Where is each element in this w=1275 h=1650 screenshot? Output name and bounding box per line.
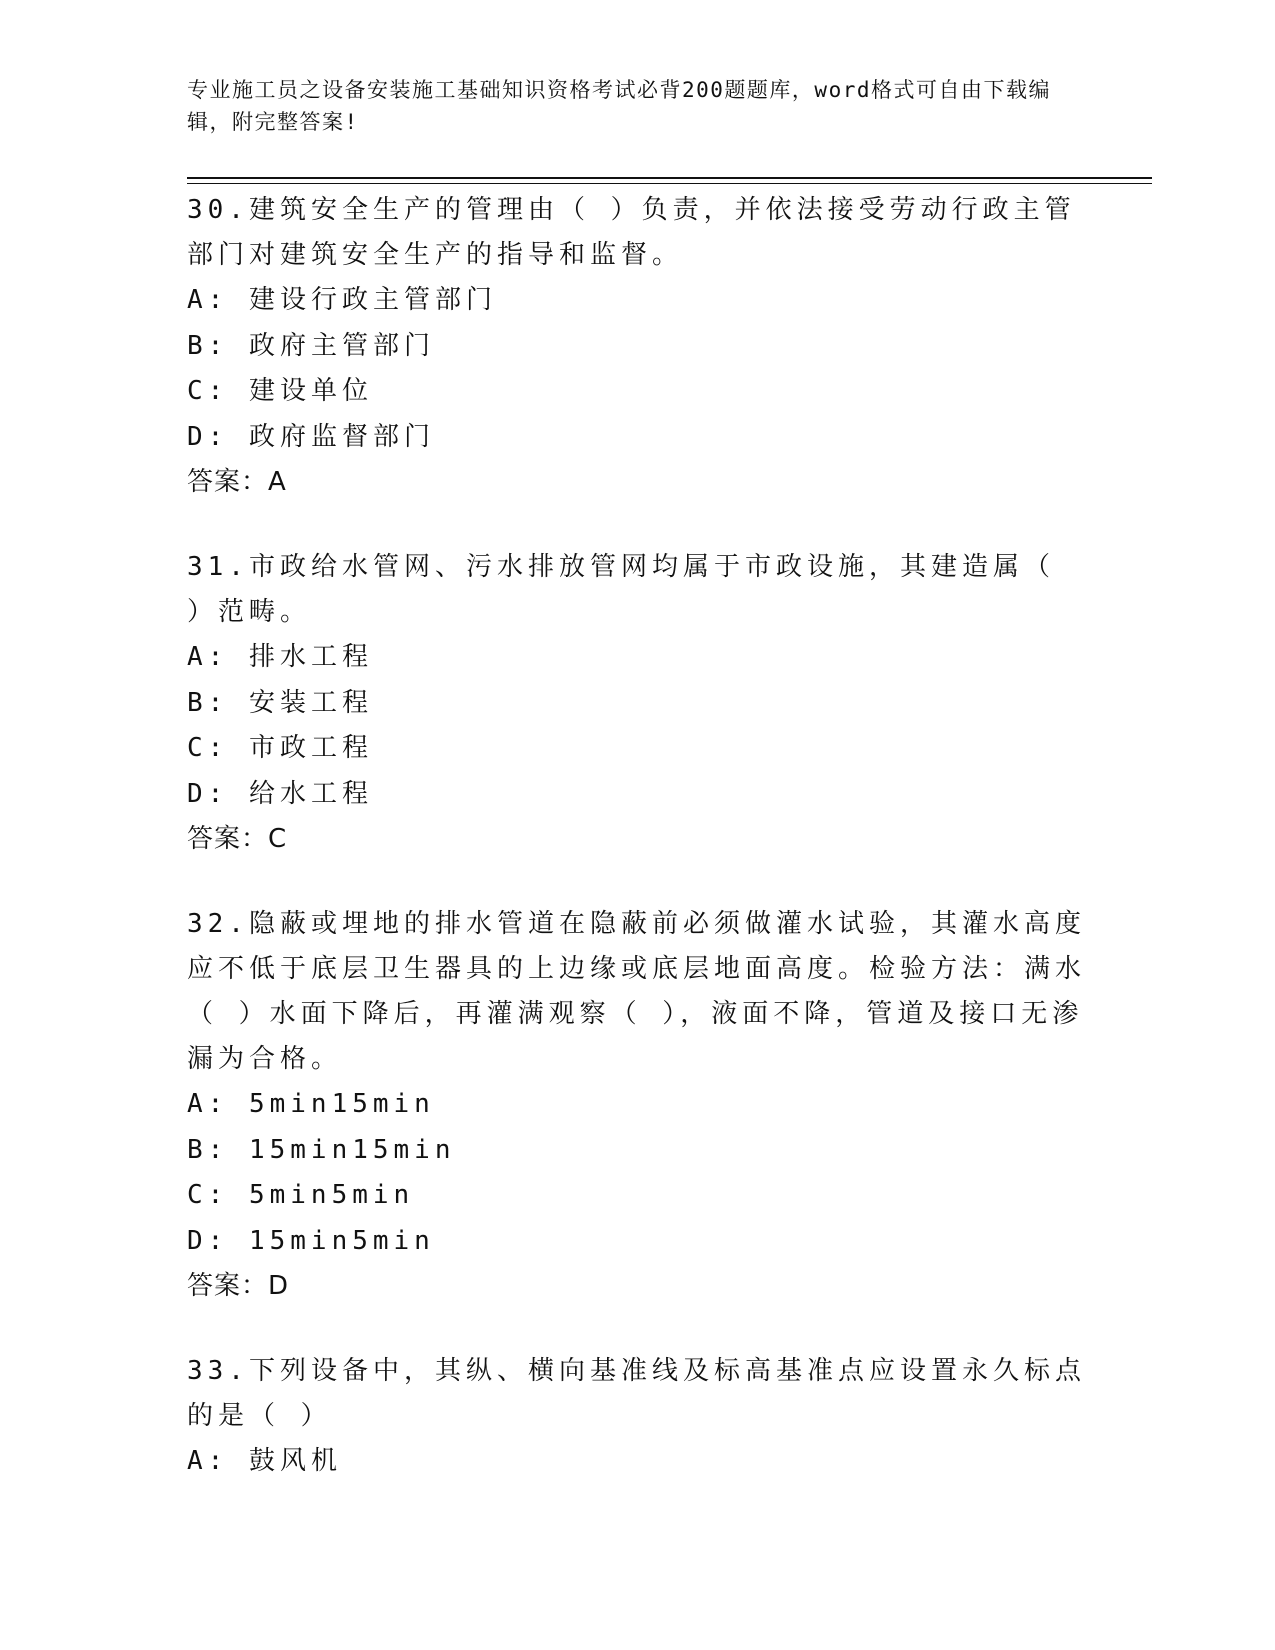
question-stem: 30.建筑安全生产的管理由（ ）负责，并依法接受劳动行政主管部门对建筑安全生产的指导和监督。	[187, 195, 1076, 270]
question-stem: 31.市政给水管网、污水排放管网均属于市政设施，其建造属（ ）范畴。	[187, 552, 1055, 627]
option-b: B: 政府主管部门	[187, 330, 435, 361]
option-c: C: 建设单位	[187, 376, 373, 406]
header-divider	[187, 177, 1152, 179]
option-d: D: 政府监督部门	[187, 421, 435, 452]
question-32	[187, 902, 1087, 1309]
option-a: A: 5min15min	[187, 1089, 435, 1119]
option-a: A: 建设行政主管部门	[187, 285, 497, 315]
answer: 答案：D	[187, 1271, 290, 1301]
option-d: D: 给水工程	[187, 778, 373, 809]
option-a: A: 鼓风机	[187, 1446, 342, 1476]
option-d: D: 15min5min	[187, 1225, 435, 1256]
document-header: 专业施工员之设备安装施工基础知识资格考试必背200题题库，word格式可自由下载编辑，附完整答案!	[187, 78, 1051, 134]
question-stem: 32.隐蔽或埋地的排水管道在隐蔽前必须做灌水试验，其灌水高度应不低于底层卫生器具的上边缘或底层地面高度。检验方法：满水（ ）水面下降后，再灌满观察（ ），液面不降，管道及接口无渗漏为合格。	[187, 909, 1087, 1074]
option-c: C: 市政工程	[187, 733, 373, 763]
header-divider-thin	[187, 183, 1152, 184]
question-list	[187, 188, 1087, 1525]
answer: 答案：C	[187, 824, 288, 854]
question-31	[187, 545, 1087, 862]
question-33	[187, 1349, 1087, 1485]
option-a: A: 排水工程	[187, 642, 373, 672]
option-b: B: 安装工程	[187, 687, 373, 718]
answer: 答案：A	[187, 467, 287, 497]
question-stem: 33.下列设备中，其纵、横向基准线及标高基准点应设置永久标点的是（ ）	[187, 1356, 1086, 1431]
option-b: B: 15min15min	[187, 1134, 456, 1165]
option-c: C: 5min5min	[187, 1180, 415, 1210]
question-30	[187, 188, 1087, 505]
